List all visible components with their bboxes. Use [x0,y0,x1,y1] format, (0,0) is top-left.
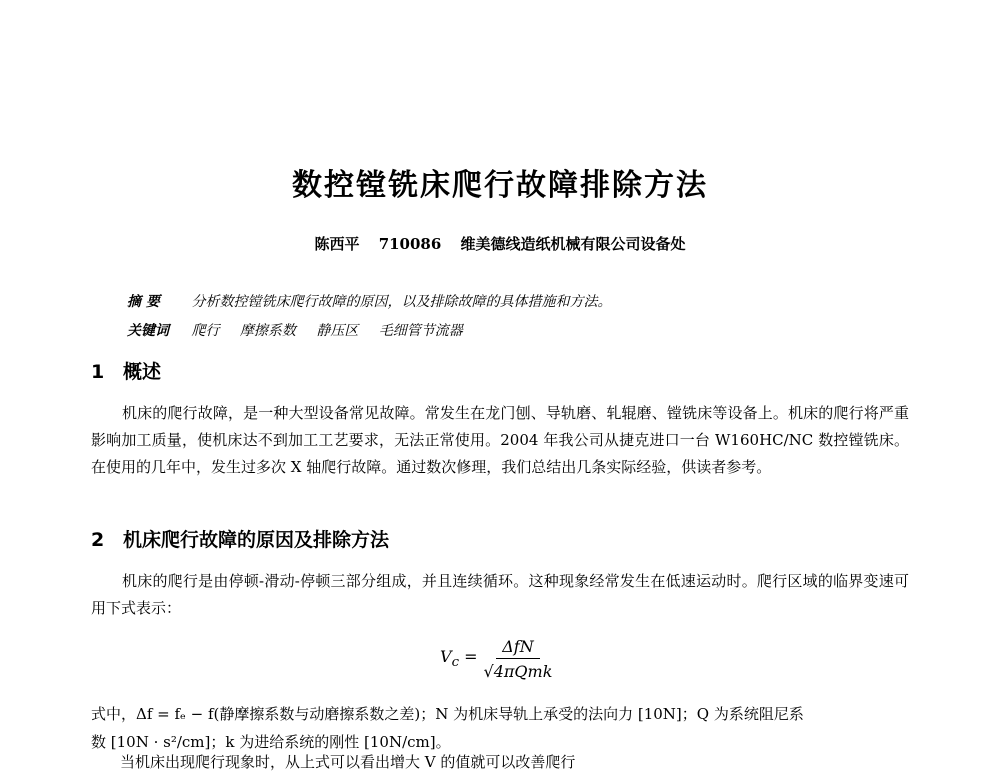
formula-explanation-line: 数 [10N · s²/cm]；k 为进给系统的刚性 [10N/cm]。 [91,733,451,751]
keyword: 毛细管节流器 [378,323,463,339]
section-title: 概述 [123,361,162,383]
article-title: 数控镗铣床爬行故障排除方法 [292,168,708,203]
keywords [127,320,479,340]
abstract [127,291,611,311]
section-number: 2 [91,529,105,551]
section-1-heading [91,357,161,384]
cut-off-line: 当机床出现爬行现象时，从上式可以看出增大 V 的值就可以改善爬行 [120,753,576,771]
affiliation: 维美德线造纸机械有限公司设备处 [460,235,686,253]
postcode: 710086 [378,235,442,253]
formula-denominator: √4πQmk [483,662,553,681]
abstract-text: 分析数控镗铣床爬行故障的原因，以及排除故障的具体措施和方法。 [191,294,612,310]
keyword: 爬行 [191,323,220,339]
abstract-label: 摘 要 [127,294,160,310]
keywords-label: 关键词 [127,323,169,339]
section-2-heading [91,525,389,552]
formula-numerator: ΔfN [496,637,539,659]
section-number: 1 [91,361,105,383]
byline [0,233,1000,254]
formula-explanation-line: 式中，Δf = fₑ − f(静摩擦系数与动磨擦系数之差)；N 为机床导轨上承受的法向力 [10N]；Q 为系统阻尼系 [91,705,804,723]
formula-fraction [484,637,553,681]
section-2-paragraph: 机床的爬行是由停顿-滑动-停顿三部分组成，并且连续循环。这种现象经常发生在低速运动时。爬行区域的临界变速可用下式表示： [91,572,909,617]
keyword: 摩擦系数 [239,323,296,339]
formula-lhs: $V_c$ = [440,647,478,671]
keyword: 静压区 [316,323,359,339]
section-title: 机床爬行故障的原因及排除方法 [123,529,390,551]
section-1-paragraph: 机床的爬行故障，是一种大型设备常见故障。常发生在龙门刨、导轨磨、轧辊磨、镗铣床等设备上。机床的爬行将严重影响加工质量，使机床达不到加工工艺要求，无法正常使用。2004 年我公司从捷克进口一台 W160HC/NC 数控镗铣床。在使用的几年中，发生过多次 X 轴爬行故障。通过数次修理，我们总结出几条实际经验，供读者参考。 [91,404,909,476]
critical-velocity-formula [440,637,552,681]
author-name: 陈西平 [314,235,360,253]
